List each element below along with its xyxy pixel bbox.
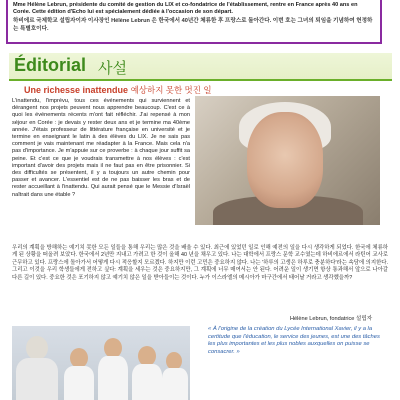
editorial-title-kr: 사설 [98,60,127,77]
subtitle-kr: 예상하지 못한 멋진 일 [130,85,212,95]
portrait-photo [195,96,380,225]
intro-text-fr: Mme Hélène Lebrun, présidente du comité de gestion du LIX et co-fondatrice de l'établissement, rentre en France après 40 ans en Corée. Cette édition d'Echo lui est spécialement dédiée à l'occasion de son départ. [13,2,358,16]
adult-head [26,336,48,360]
child-body [162,368,188,400]
article-body-fr: L'inattendu, l'imprévu, tous ces événements qui surviennent et dérangent nos projets peuvent nous apprendre beaucoup. C'est ce à quoi les événements récents m'ont fait réfléchir. J'ai repensé à mon séjour en Corée : je devais y rester deux ans et je termine ma 40ème année. J'étais professeur de littérature française en université et je termine en enseignant le latin à des élèves du LIX. Je ne sais pas comment je vais maintenant me réadapter à la France. Mais cela n'a pas d'importance. Je m'appuie sur ce proverbe : à chaque jour suffit sa peine. Et c'est ce que je voudrais transmettre à nos élèves : c'est important d'avoir des projets mais il ne faut pas en être prisonnier. Si des difficultés se présentent, il y a toujours un autre chemin pour passer et avancer. L'essentiel est de ne pas baisser les bras et de rester accueillant à l'inattendu. Qui aurait pensé que le Messie d'Israël naîtrait dans une étable ? [12,98,190,198]
article-subtitle [24,84,212,96]
child-head [138,346,156,366]
group-photo [12,326,190,400]
adult-body [16,358,58,400]
child-body [132,364,162,400]
intro-box [6,0,382,44]
pull-quote: « À l'origine de la création du Lycée International Xavier, il y a la certitude que l'éducation, le service des jeunes, est une des tâches les plus importantes et les plus nobles auxquelles on puisse se consacrer. » [208,326,380,355]
subtitle-fr: Une richesse inattendue [24,85,129,95]
child-body [64,366,94,400]
portrait-face [247,112,323,208]
signature: Hélène Lebrun, fondatrice 설립자 [290,316,373,322]
article-body-kr: 우리의 계획을 방해하는 예기치 못한 모든 일들을 통해 우리는 많은 것을 배울 수 있다. 최근에 있었던 일로 인해 예전의 일을 다시 생각하게 되었다. 한국에 체류하게 된 상황을 떠올려 보았다. 한국에서 2년만 지내고 가려고 한 것이 올해 40 년을 채우고 있다. 나는 대학에서 프랑스 문학 교수였는데 하비에르에서 라틴어 교사로 근무하고 있다. 프랑스에 돌아가서 어떻게 다시 적응할지 모르겠다. 하지만 이런 고민은 중요하지 않다. 나는 '하루의 고생은 하루로 충분하다'라는 속담에 의지한다. 그리고 이것을 우리 학생들에게 전하고 싶다: 계획을 세우는 것은 중요하지만, 그 계획에 너무 매여서는 안 된다. 어려운 일이 생기면 항상 통과해서 앞으로 나아갈 다른 길이 있다. 중요한 것은 포기하지 않고 예기치 않은 일을 받아들이는 것이다. 누가 이스라엘의 메시아가 마구간에서 태어날 거라고 생각했을까? [12,245,388,281]
child-head [104,338,122,358]
intro-text-kr: 하비에르 국제학교 설립자이자 이사장인 Hélène Lebrun 은 한국에서 40년간 체류한 후 프랑스로 돌아간다. 이번 호는 그녀의 퇴임을 기념하여 헌정하는 특별호이다. [13,18,373,32]
child-head [70,348,88,368]
child-body [98,356,128,400]
editorial-title: Éditorial [14,55,87,75]
